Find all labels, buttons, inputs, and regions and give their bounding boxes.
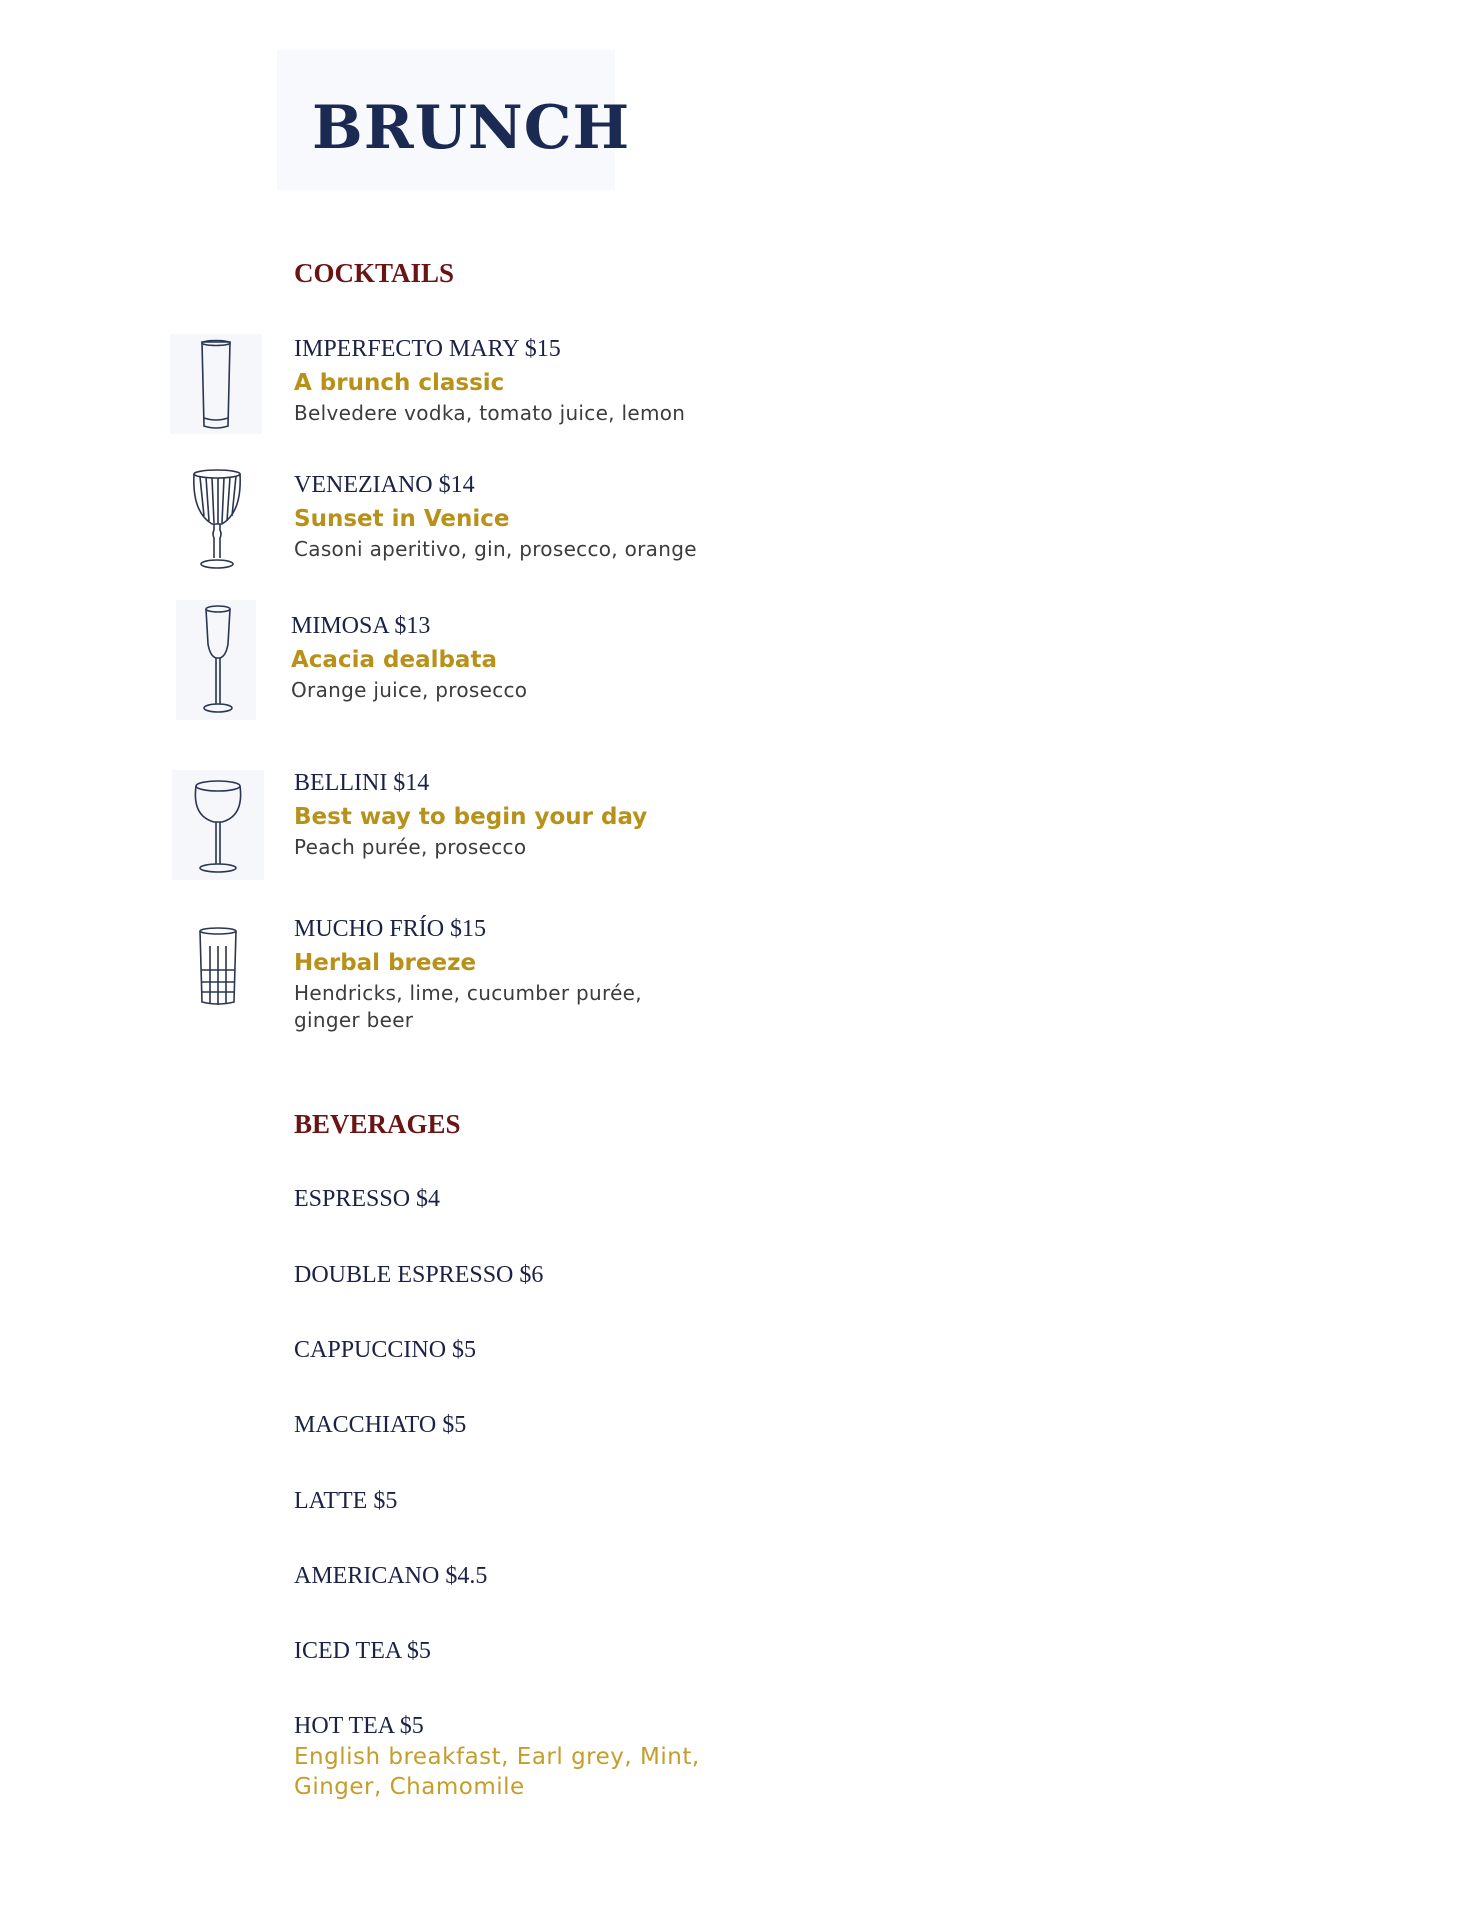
tumbler-glass-icon: [194, 926, 242, 1008]
beverage-item: ICED TEA $5: [294, 1638, 431, 1664]
section-heading-cocktails: COCKTAILS: [294, 258, 455, 288]
cocktail-tagline: Sunset in Venice: [294, 506, 510, 532]
cocktail-tagline: Best way to begin your day: [294, 804, 648, 830]
page-title: BRUNCH: [312, 93, 631, 163]
cocktail-description: Hendricks, lime, cucumber purée, ginger beer: [294, 981, 642, 1032]
beverage-item: AMERICANO $4.5: [294, 1563, 488, 1589]
coupe-glass-icon: [190, 776, 246, 876]
cocktail-tagline: A brunch classic: [294, 370, 505, 396]
cocktail-name: BELLINI $14: [294, 770, 430, 796]
cocktail-name: MIMOSA $13: [291, 613, 431, 639]
cocktail-tagline: Herbal breeze: [294, 950, 477, 976]
cocktail-name: IMPERFECTO MARY $15: [294, 336, 561, 362]
cocktail-name: MUCHO FRÍO $15: [294, 916, 487, 942]
cocktail-description: Belvedere vodka, tomato juice, lemon: [294, 401, 686, 425]
beverage-item: CAPPUCCINO $5: [294, 1337, 477, 1363]
cocktail-name: VENEZIANO $14: [294, 472, 475, 498]
beverage-item: HOT TEA $5: [294, 1713, 424, 1739]
highball-glass-icon: [190, 338, 242, 434]
cocktail-tagline: Acacia dealbata: [291, 647, 497, 673]
beverage-item: DOUBLE ESPRESSO $6: [294, 1262, 544, 1288]
beverage-item: LATTE $5: [294, 1488, 398, 1514]
ribbed-wine-glass-icon: [186, 468, 248, 572]
cocktail-description: Peach purée, prosecco: [294, 835, 527, 859]
beverage-item: ESPRESSO $4: [294, 1186, 441, 1212]
beverage-item: MACCHIATO $5: [294, 1412, 467, 1438]
cocktail-description: Casoni aperitivo, gin, prosecco, orange: [294, 537, 697, 561]
cocktail-description: Orange juice, prosecco: [291, 678, 528, 702]
section-heading-beverages: BEVERAGES: [294, 1109, 461, 1139]
champagne-flute-icon: [196, 604, 240, 716]
hot-tea-options: English breakfast, Earl grey, Mint, Ginger, Chamomile: [294, 1744, 700, 1800]
